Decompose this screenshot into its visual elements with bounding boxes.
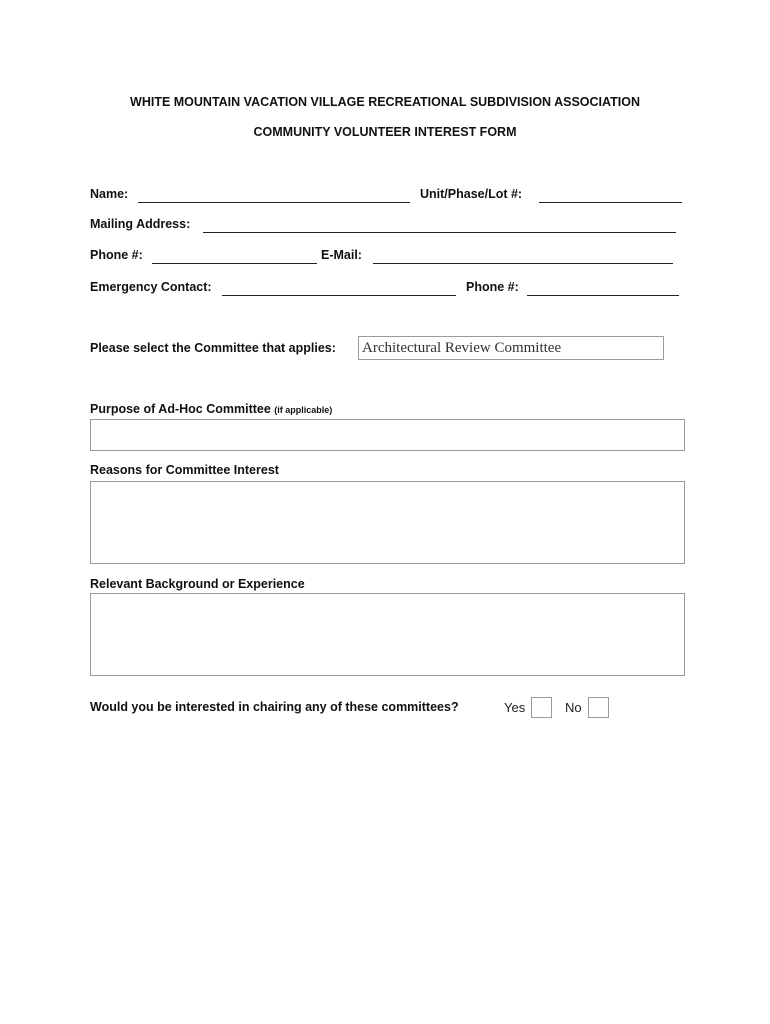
unit-field[interactable] <box>539 202 682 203</box>
mailing-address-field[interactable] <box>203 232 676 233</box>
yes-label: Yes <box>504 700 526 715</box>
background-label: Relevant Background or Experience <box>90 577 305 591</box>
yes-checkbox[interactable] <box>531 697 552 718</box>
adhoc-purpose-label <box>90 402 332 416</box>
emergency-phone-label: Phone #: <box>466 280 519 294</box>
email-field[interactable] <box>373 263 673 264</box>
form-title: WHITE MOUNTAIN VACATION VILLAGE RECREATIONAL SUBDIVISION ASSOCIATION <box>130 95 640 109</box>
phone-field[interactable] <box>152 263 317 264</box>
committee-select[interactable]: Architectural Review Committee <box>358 336 664 360</box>
chair-question: Would you be interested in chairing any of these committees? <box>90 700 459 714</box>
no-label: No <box>565 700 582 715</box>
form-subtitle: COMMUNITY VOLUNTEER INTEREST FORM <box>253 125 517 139</box>
emergency-phone-field[interactable] <box>527 295 679 296</box>
phone-label: Phone #: <box>90 248 143 262</box>
name-label: Name: <box>90 187 129 201</box>
unit-label: Unit/Phase/Lot #: <box>420 187 523 201</box>
adhoc-purpose-label-text: Purpose of Ad-Hoc Committee <box>90 402 271 416</box>
reasons-label: Reasons for Committee Interest <box>90 463 279 477</box>
adhoc-purpose-field[interactable] <box>90 419 685 451</box>
no-checkbox[interactable] <box>588 697 609 718</box>
background-field[interactable] <box>90 593 685 676</box>
email-label: E-Mail: <box>321 248 362 262</box>
committee-label: Please select the Committee that applies: <box>90 341 336 355</box>
reasons-field[interactable] <box>90 481 685 564</box>
emergency-contact-label: Emergency Contact: <box>90 280 212 294</box>
name-field[interactable] <box>138 202 410 203</box>
mailing-address-label: Mailing Address: <box>90 217 191 231</box>
adhoc-note: (if applicable) <box>274 405 333 415</box>
emergency-contact-field[interactable] <box>222 295 456 296</box>
